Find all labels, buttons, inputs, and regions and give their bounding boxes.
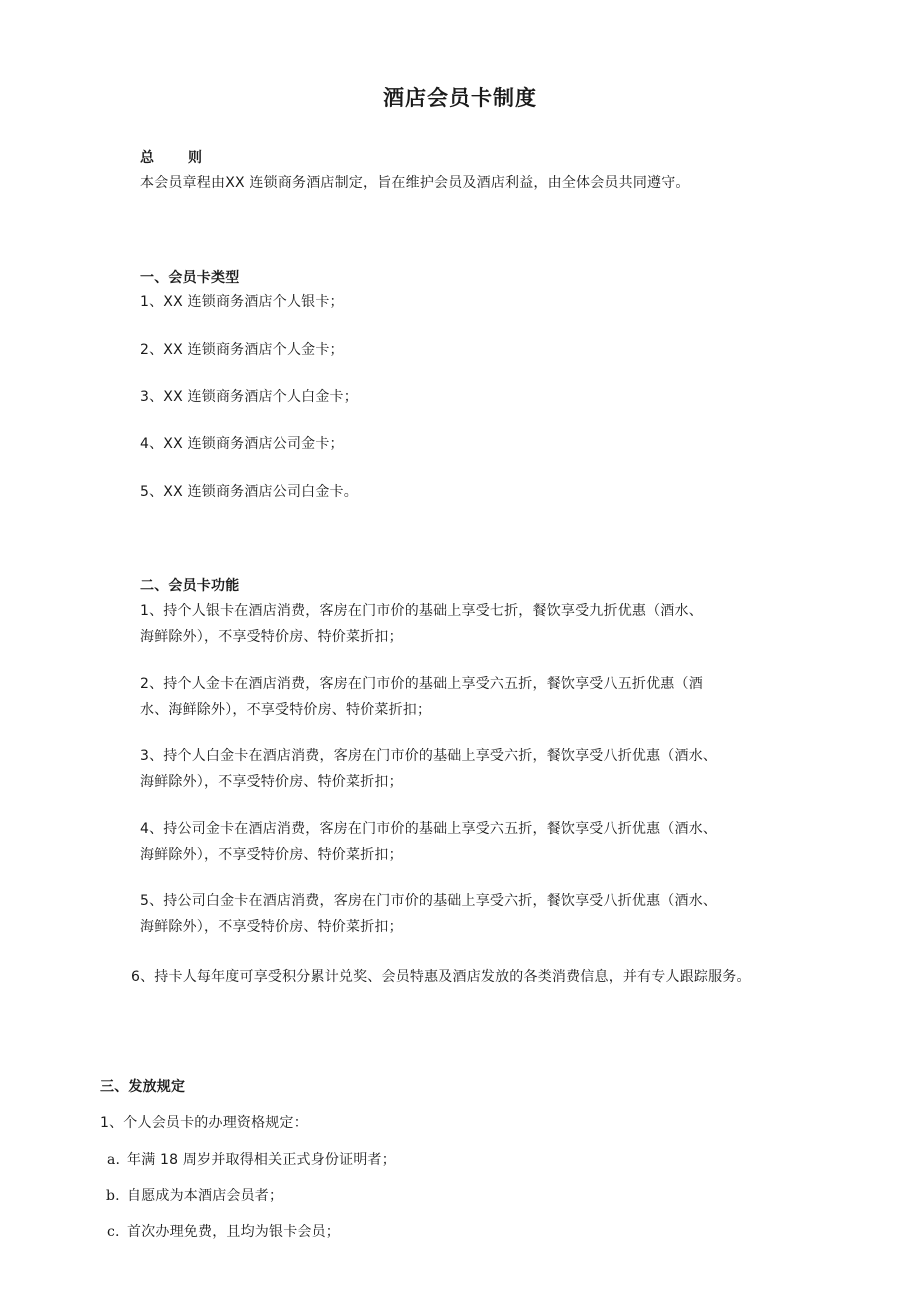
paragraph-line: 4、持公司金卡在酒店消费，客房在门市价的基础上享受六五折，餐饮享受八折优惠（酒水、 <box>140 821 718 837</box>
paragraph-line: 海鲜除外），不享受特价房、特价菜折扣； <box>140 919 403 935</box>
list-marker: c. <box>107 1224 120 1240</box>
list-item: 1、XX 连锁商务酒店个人银卡； <box>140 294 344 310</box>
paragraph-line: 2、持个人金卡在酒店消费，客房在门市价的基础上享受六五折，餐饮享受八五折优惠（酒 <box>140 676 703 692</box>
list-item: 年满 18 周岁并取得相关正式身份证明者； <box>127 1152 396 1168</box>
list-item: 3、XX 连锁商务酒店个人白金卡； <box>140 389 358 405</box>
paragraph-line: 3、持个人白金卡在酒店消费，客房在门市价的基础上享受六折，餐饮享受八折优惠（酒水、 <box>140 748 718 764</box>
section2-heading: 二、会员卡功能 <box>140 578 240 594</box>
list-marker: a. <box>107 1152 121 1168</box>
paragraph-line: 5、持公司白金卡在酒店消费，客房在门市价的基础上享受六折，餐饮享受八折优惠（酒水、 <box>140 893 718 909</box>
paragraph-line: 6、持卡人每年度可享受积分累计兑奖、会员特惠及酒店发放的各类消费信息，并有专人跟踪服务。 <box>131 969 751 985</box>
list-item: 自愿成为本酒店会员者； <box>127 1188 284 1204</box>
paragraph-line: 海鲜除外），不享受特价房、特价菜折扣； <box>140 774 403 790</box>
section3-heading: 三、发放规定 <box>100 1079 186 1095</box>
paragraph-line: 海鲜除外），不享受特价房、特价菜折扣； <box>140 629 403 645</box>
list-item: 2、XX 连锁商务酒店个人金卡； <box>140 342 344 358</box>
document-title: 酒店会员卡制度 <box>383 86 537 110</box>
paragraph-line: 水、海鲜除外），不享受特价房、特价菜折扣； <box>140 702 432 718</box>
list-item: 5、XX 连锁商务酒店公司白金卡。 <box>140 484 358 500</box>
paragraph-line: 1、持个人银卡在酒店消费，客房在门市价的基础上享受七折，餐饮享受九折优惠（酒水、 <box>140 603 703 619</box>
paragraph-line: 海鲜除外），不享受特价房、特价菜折扣； <box>140 847 403 863</box>
subsection-heading: 1、个人会员卡的办理资格规定： <box>100 1115 308 1131</box>
general-text: 本会员章程由XX 连锁商务酒店制定，旨在维护会员及酒店利益，由全体会员共同遵守。 <box>140 175 690 191</box>
list-item: 4、XX 连锁商务酒店公司金卡； <box>140 436 344 452</box>
general-heading: 总 则 <box>140 150 204 166</box>
list-item: 首次办理免费，且均为银卡会员； <box>127 1224 340 1240</box>
list-marker: b. <box>106 1188 120 1204</box>
section1-heading: 一、会员卡类型 <box>140 270 240 286</box>
